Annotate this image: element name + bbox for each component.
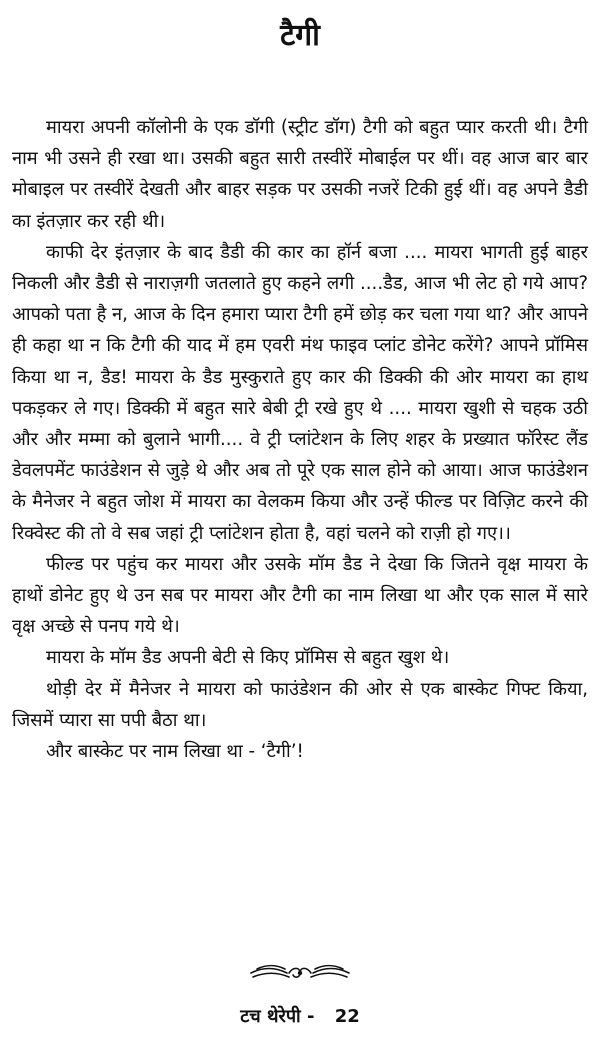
paragraph-3: फील्ड पर पहुंच कर मायरा और उसके मॉम डैड ने देखा कि जितने वृक्ष मायरा के हाथों डोनेट हुए थे उन सब पर मायरा और टैगी का नाम लिखा था और एक साल में सारे वृक्ष अच्छे से पनप गये थे। bbox=[12, 553, 588, 638]
decorative-flourish-icon bbox=[0, 958, 600, 988]
paragraph-4: मायरा के मॉम डैड अपनी बेटी से किए प्रॉमिस से बहुत खुश थे। bbox=[46, 647, 450, 669]
footer-book-title: टच थेरेपी - bbox=[240, 1006, 315, 1027]
paragraph-6: और बास्केट पर नाम लिखा था - ‘टैगी’! bbox=[46, 741, 304, 763]
page-title: टैगी bbox=[280, 18, 320, 53]
paragraph-2: काफी देर इंतज़ार के बाद डैडी की कार का हॉर्न बजा .... मायरा भागती हुई बाहर निकली और डैडी से नाराज़गी जतलाते हुए कहने लगी ....डैड, आज भी लेट हो गये आप? आपको पता है न, आज के दिन हमारा प्यारा टैगी हमें छोड़ कर चला गया था? और आपने ही कहा था न कि टैगी की याद में हम एवरी मंथ फाइव प्लांट डोनेट करेंगे? आपने प्रॉमिस किया था न, डैड! मायरा के डैड मुस्कुराते हुए कार की डिक्की की ओर मायरा का हाथ पकड़कर ले गए। डिक्की में बहुत सारे बेबी ट्री रखे हुए थे .... मायरा खुशी से चहक उठी और और मम्मा को बुलाने भागी.... वे ट्री प्लांटेशन के लिए शहर के प्रख्यात फॉरेस्ट लैंड डेवलपमेंट फाउंडेशन से जुड़े थे और अब तो पूरे एक साल होने को आया। आज फाउंडेशन के मैनेजर ने बहुत जोश में मायरा का वेलकम किया और उन्हें फील्ड पर विज़िट करने की रिक्वेस्ट की तो वे सब जहां ट्री प्लांटेशन होता है, वहां चलने को राज़ी हो गए।। bbox=[12, 241, 588, 544]
story-text bbox=[12, 112, 588, 767]
flourish-svg bbox=[245, 958, 355, 988]
page-number: 22 bbox=[334, 1006, 360, 1027]
page-footer bbox=[0, 1002, 600, 1032]
paragraph-1: मायरा अपनी कॉलोनी के एक डॉगी (स्ट्रीट डॉग) टैगी को बहुत प्यार करती थी। टैगी नाम भी उसने ही रखा था। उसकी बहुत सारी तस्वीरें मोबाईल पर थीं। वह आज बार बार मोबाइल पर तस्वीरें देखती और बाहर सड़क पर उसकी नजरें टिकी हुई थीं। वह अपने डैडी का इंतज़ार कर रही थी। bbox=[12, 117, 588, 232]
paragraph-5: थोड़ी देर में मैनेजर ने मायरा को फाउंडेशन की ओर से एक बास्केट गिफ्ट किया, जिसमें प्यारा सा पपी बैठा था। bbox=[12, 678, 588, 731]
